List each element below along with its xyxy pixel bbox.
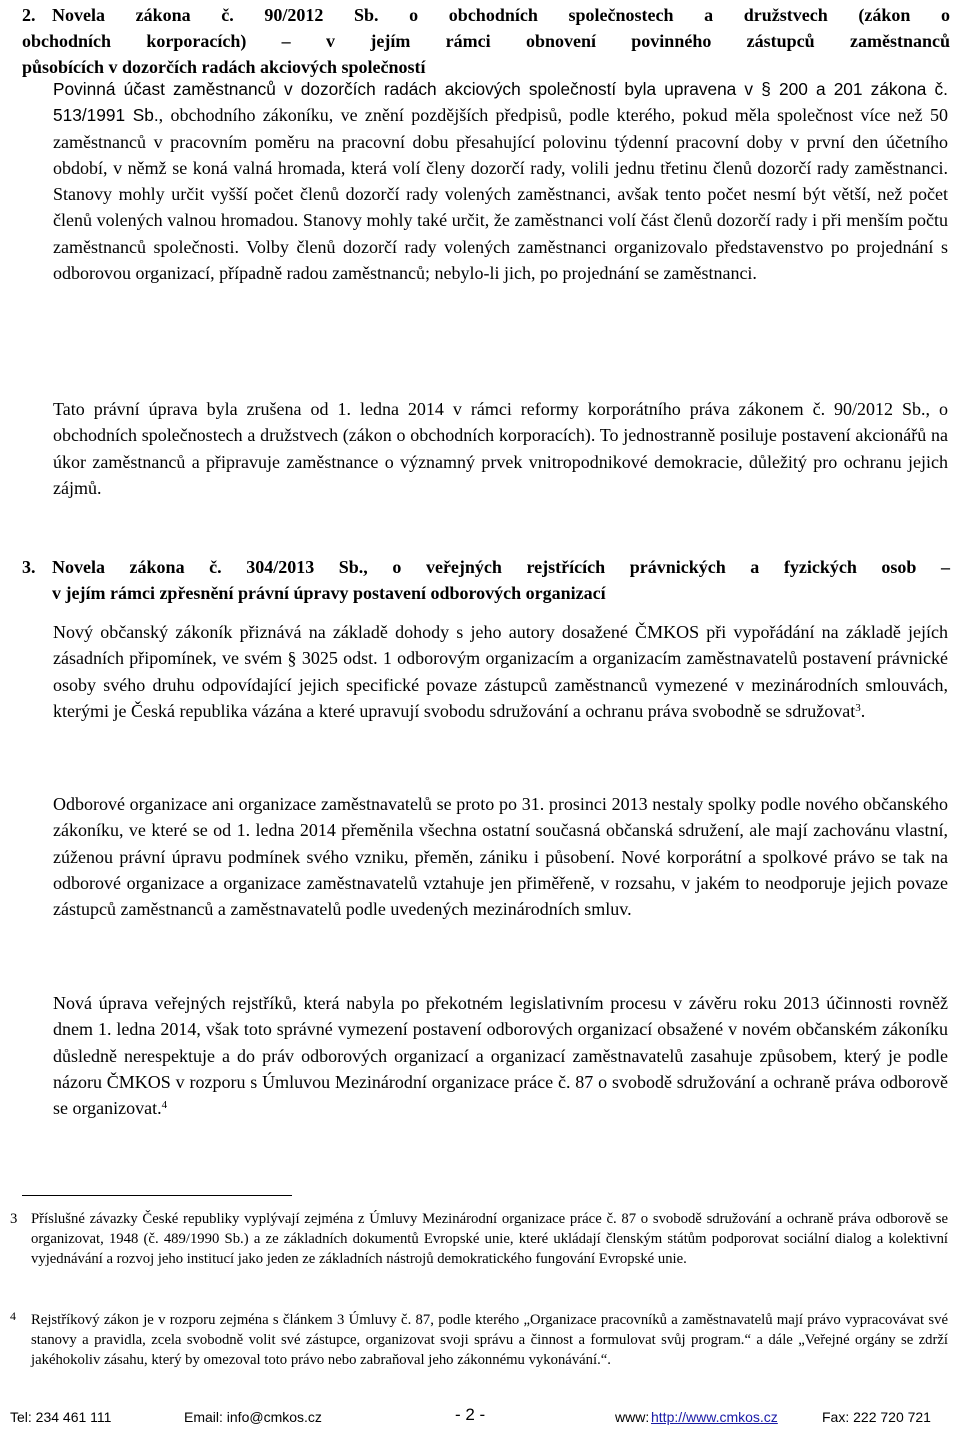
section-3-paragraph-1-end: . [860,700,866,721]
section-2-paragraph-2: Tato právní úprava byla zrušena od 1. ledna 2014 v rámci reformy korporátního práva zákonem č. 90/2012 Sb., o obchodních společnostech a družstvech (zákon o obchodních korporacích). To jednostranně posiluje postavení akcionářů na úkor zaměstnanců a připravuje zaměstnance o významný prvek vnitropodnikové demokracie, důležitý pro ochranu jejich zájmů. [53,399,948,498]
page-footer [10,1405,950,1426]
section-2-paragraph-1-intro: Povinná účast zaměstnanců v dozorčích radách akciových společností byla upravena v § 200 a 201 zákona č. 513/1991 Sb. [53,79,948,126]
section-3-heading-line1: Novela zákona č. 304/2013 Sb., o veřejných rejstřících právnických a fyzických osob – [52,557,950,577]
section-2-heading-part1: Novela zákona č. 90/2012 Sb. o obchodních společnostech a družstvech (zákon o [52,5,950,25]
section-3-paragraph-1-text: Nový občanský zákoník přiznává na základě dohody s jeho autory dosažené ČMKOS při vypořádání na základě jejích zásadních připomínek, ve svém § 3025 odst. 1 odborovým organizacím a organizacím zaměstnavatelů postavení právnické osoby svého druhu odpovídající jejich specifické povaze zástupců zaměstnanců vymezené v mezinárodních smlouvách, kterými je Česká republika vázána a které upravují svobodu sdružování a ochranu práva svobodně se sdružovat [53,622,948,721]
section-2-heading-part3: působících v dozorčích radách akciových společností [22,57,426,77]
footnote-4-text: Rejstříkový zákon je v rozporu zejména s článkem 3 Úmluvy č. 87, podle kterého „Organizace pracovníků a zaměstnavatelů mají právo vypracovávat své stanovy a pravidla, zcela svobodně volit své zástupce, organizovat svoji správu a činnost a formulovat svůj program.“ a dále „Veřejné orgány se zdrží jakéhokoliv zásahu, který by omezoval toto právo nebo zabraňoval jeho zákonnému vykonávání.“. [31,1312,948,1368]
footer-website-link[interactable]: http://www.cmkos.cz [651,1409,778,1425]
footnote-4 [10,1310,948,1370]
footnote-ref-3[interactable]: 3 [855,701,861,714]
section-3-paragraph-3 [53,990,948,1121]
footer-www-label: www: [615,1409,650,1425]
section-3-paragraph-3-text: Nová úprava veřejných rejstříků, která nabyla po překotném legislativním procesu v závěru roku 2013 účinnosti rovněž dnem 1. ledna 2014, však toto správné vymezení postavení odborových organizací obsažené v novém občanském zákoníku důsledně nerespektuje a do práv odborových organizací a organizací zaměstnavatelů zasahuje způsobem, který je podle názoru ČMKOS v rozporu s Úmluvou Mezinárodní organizace práce č. 87 o svobodě sdružování a ochraně práva odborově se organizovat. [53,993,948,1119]
footnote-separator [22,1195,292,1196]
section-3-paragraph-2: Odborové organizace ani organizace zaměstnavatelů se proto po 31. prosinci 2013 nestaly spolky podle nového občanského zákoníku, ve které se od 1. ledna 2014 přeměnila všechna ostatní současná občanská sdružení, ale mají zachovánu vlastní, zúženou právní úpravu podmínek svého vzniku, přeměn, zániku i působení. Nové korporátní a spolkové právo se tak na odborové organizace a organizace zaměstnavatelů vztahuje jen přiměřeně, v rozsahu, v jakém to neodporuje jejich povaze zástupců zaměstnanců a zaměstnavatelů podle uvedených mezinárodních smluv. [53,794,948,920]
section-2-number: 2. [22,5,36,25]
footnote-3-number: 3 [10,1211,18,1227]
section-3-heading [22,554,950,606]
section-3-number: 3. [22,557,36,577]
section-2-heading-part2: obchodních korporacích) – v jejím rámci obnovení povinného zástupců zaměstnanců [22,31,950,51]
section-2-paragraph-1 [53,76,948,286]
footnote-3 [10,1209,948,1269]
section-3-paragraph-1 [53,619,948,724]
page-number: - 2 - [455,1405,486,1424]
footer-fax: Fax: 222 720 721 [822,1409,931,1425]
section-2-heading [22,2,950,80]
footer-phone: Tel: 234 461 111 [10,1409,112,1425]
footer-email[interactable]: Email: info@cmkos.cz [184,1409,322,1425]
section-3-heading-line2: v jejím rámci zpřesnění právní úpravy postavení odborových organizací [52,583,606,603]
section-2-paragraph-1-body: , obchodního zákoníku, ve znění pozdějších předpisů, podle kterého, pokud měla společnost více než 50 zaměstnanců v pracovním poměru na pracovní dobu přesahující polovinu týdenní pracovní doby v první den účetního období, v němž se koná valná hromada, která volí členy dozorčí rady, volili jednu třetinu členů dozorčí rady zaměstnanci. Stanovy mohly určit vyšší počet členů dozorčí rady volených zaměstnanci, avšak tento počet nesmí být větší, než počet členů volených valnou hromadou. Stanovy mohly také určit, že zaměstnanci volí část členů dozorčí rady i při menším počtu zaměstnanců společnosti. Volby členů dozorčí rady volených zaměstnanci organizovalo představenstvo po projednání s odborovou organizací, případně radou zaměstnanců; nebylo-li jich, po projednání se zaměstnanci. [53,105,949,284]
footnote-4-number: 4 [10,1309,16,1323]
footnote-ref-4[interactable]: 4 [161,1099,168,1112]
footnote-3-text: Příslušné závazky České republiky vyplývají zejména z Úmluvy Mezinárodní organizace práce č. 87 o svobodě sdružování a ochraně práva odborově se organizovat, 1948 (č. 489/1990 Sb.) a ze základních dokumentů Evropské unie, které ukládají členským státům podporovat sociální dialog a kolektivní vyjednávání a rozvoj jeho institucí jako jeden ze základních nástrojů demokratického fungování Evropské unie. [31,1211,948,1267]
